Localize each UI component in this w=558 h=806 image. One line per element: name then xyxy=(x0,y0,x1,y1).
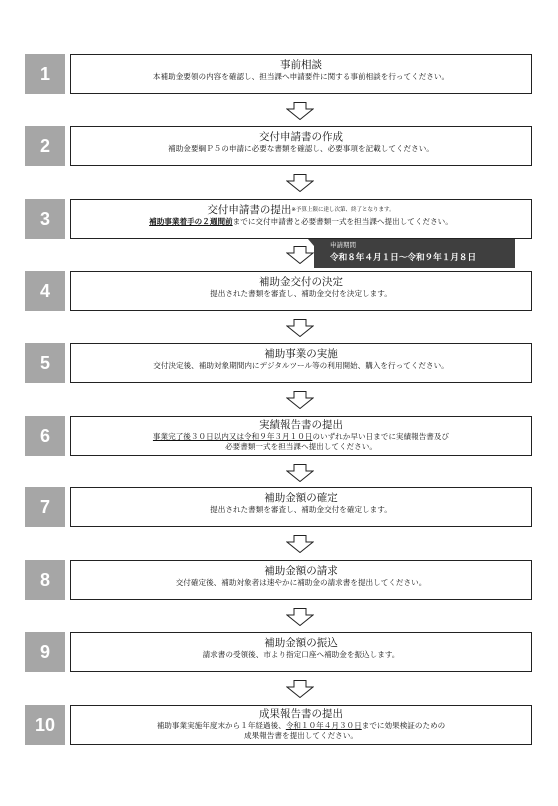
step-box xyxy=(70,560,532,600)
down-arrow-icon xyxy=(286,174,314,192)
step-6 xyxy=(25,416,532,456)
application-period-value: 令和８年４月１日～令和９年１月８日 xyxy=(330,253,477,263)
deadline-underlined: 事業完了後３０日以内又は令和９年３月１０日 xyxy=(152,432,313,441)
down-arrow-icon xyxy=(286,464,314,482)
step-title: 事前相談 xyxy=(280,59,322,71)
step-9 xyxy=(25,632,532,672)
step-number: 4 xyxy=(25,271,65,311)
step-description-text: 補助事業実施年度末から１年経過後、 xyxy=(156,721,286,730)
step-box xyxy=(70,271,532,311)
step-title xyxy=(71,204,531,217)
down-arrow-icon xyxy=(286,246,314,264)
down-arrow-icon xyxy=(286,102,314,120)
step-number: 10 xyxy=(25,705,65,745)
step-number: 1 xyxy=(25,54,65,94)
step-box xyxy=(70,126,532,166)
step-box xyxy=(70,487,532,527)
step-title: 補助事業の実施 xyxy=(264,348,338,360)
step-description: 交付確定後、補助対象者は速やかに補助金の請求書を提出してください。 xyxy=(175,578,427,587)
step-box xyxy=(70,54,532,94)
step-description-line-2: 成果報告書を提出してください。 xyxy=(244,730,358,740)
step-description: 交付決定後、補助対象期間内にデジタルツール等の利用開始、購入を行ってください。 xyxy=(153,361,449,370)
step-description-line-1 xyxy=(71,721,531,731)
down-arrow-icon xyxy=(286,680,314,698)
step-number: 2 xyxy=(25,126,65,166)
step-description: 本補助金要領の内容を確認し、担当課へ申請要件に関する事前相談を行ってください。 xyxy=(152,72,450,81)
step-title: 成果報告書の提出 xyxy=(259,708,343,720)
down-arrow-icon xyxy=(286,535,314,553)
step-10 xyxy=(25,705,532,745)
step-number: 6 xyxy=(25,416,65,456)
step-description xyxy=(71,217,531,227)
step-box xyxy=(70,343,532,383)
step-description-text: までに交付申請書と必要書類一式を担当課へ提出してください。 xyxy=(232,217,453,226)
step-box xyxy=(70,632,532,672)
down-arrow-icon xyxy=(286,319,314,337)
step-number: 5 xyxy=(25,343,65,383)
down-arrow-icon xyxy=(286,608,314,626)
step-description: 補助金要綱Ｐ５の申請に必要な書類を確認し、必要事項を記載してください。 xyxy=(168,144,434,153)
step-7 xyxy=(25,487,532,527)
step-title-text: 交付申請書の提出 xyxy=(207,204,292,216)
step-number: 7 xyxy=(25,487,65,527)
step-box xyxy=(70,705,532,745)
application-period-badge xyxy=(314,239,515,268)
step-number: 9 xyxy=(25,632,65,672)
step-4 xyxy=(25,271,532,311)
step-description-text: のいずれか早い日までに実績報告書及び xyxy=(312,432,450,441)
step-description: 請求書の受領後、市より指定口座へ補助金を振込します。 xyxy=(202,650,400,659)
budget-limit-note: ※予算上限に達し次第、終了となります。 xyxy=(291,207,395,213)
step-title: 実績報告書の提出 xyxy=(259,419,343,431)
step-description-line-1 xyxy=(71,432,531,442)
step-title: 補助金額の請求 xyxy=(264,565,338,577)
step-1 xyxy=(25,54,532,94)
step-box xyxy=(70,199,532,239)
step-title: 補助金交付の決定 xyxy=(259,276,343,288)
deadline-underlined: 令和１０年４月３０日 xyxy=(285,721,362,730)
step-2 xyxy=(25,126,532,166)
badge-pointer xyxy=(308,239,314,246)
step-box xyxy=(70,416,532,456)
step-3 xyxy=(25,199,532,239)
step-number: 3 xyxy=(25,199,65,239)
down-arrow-icon xyxy=(286,391,314,409)
step-description: 提出された書類を審査し、補助金交付を決定します。 xyxy=(210,289,392,298)
step-title: 交付申請書の作成 xyxy=(259,131,343,143)
step-5 xyxy=(25,343,532,383)
step-number: 8 xyxy=(25,560,65,600)
deadline-emphasis: 補助事業着手の２週間前 xyxy=(149,217,233,226)
step-title: 補助金額の確定 xyxy=(264,492,338,504)
step-description-line-2: 必要書類一式を担当課へ提出してください。 xyxy=(225,441,377,451)
step-description-text: までに効果検証のための xyxy=(361,721,446,730)
step-title: 補助金額の振込 xyxy=(264,637,338,649)
application-period-label: 申請期間 xyxy=(330,241,356,249)
step-description: 提出された書類を審査し、補助金交付を確定します。 xyxy=(210,505,392,514)
step-8 xyxy=(25,560,532,600)
